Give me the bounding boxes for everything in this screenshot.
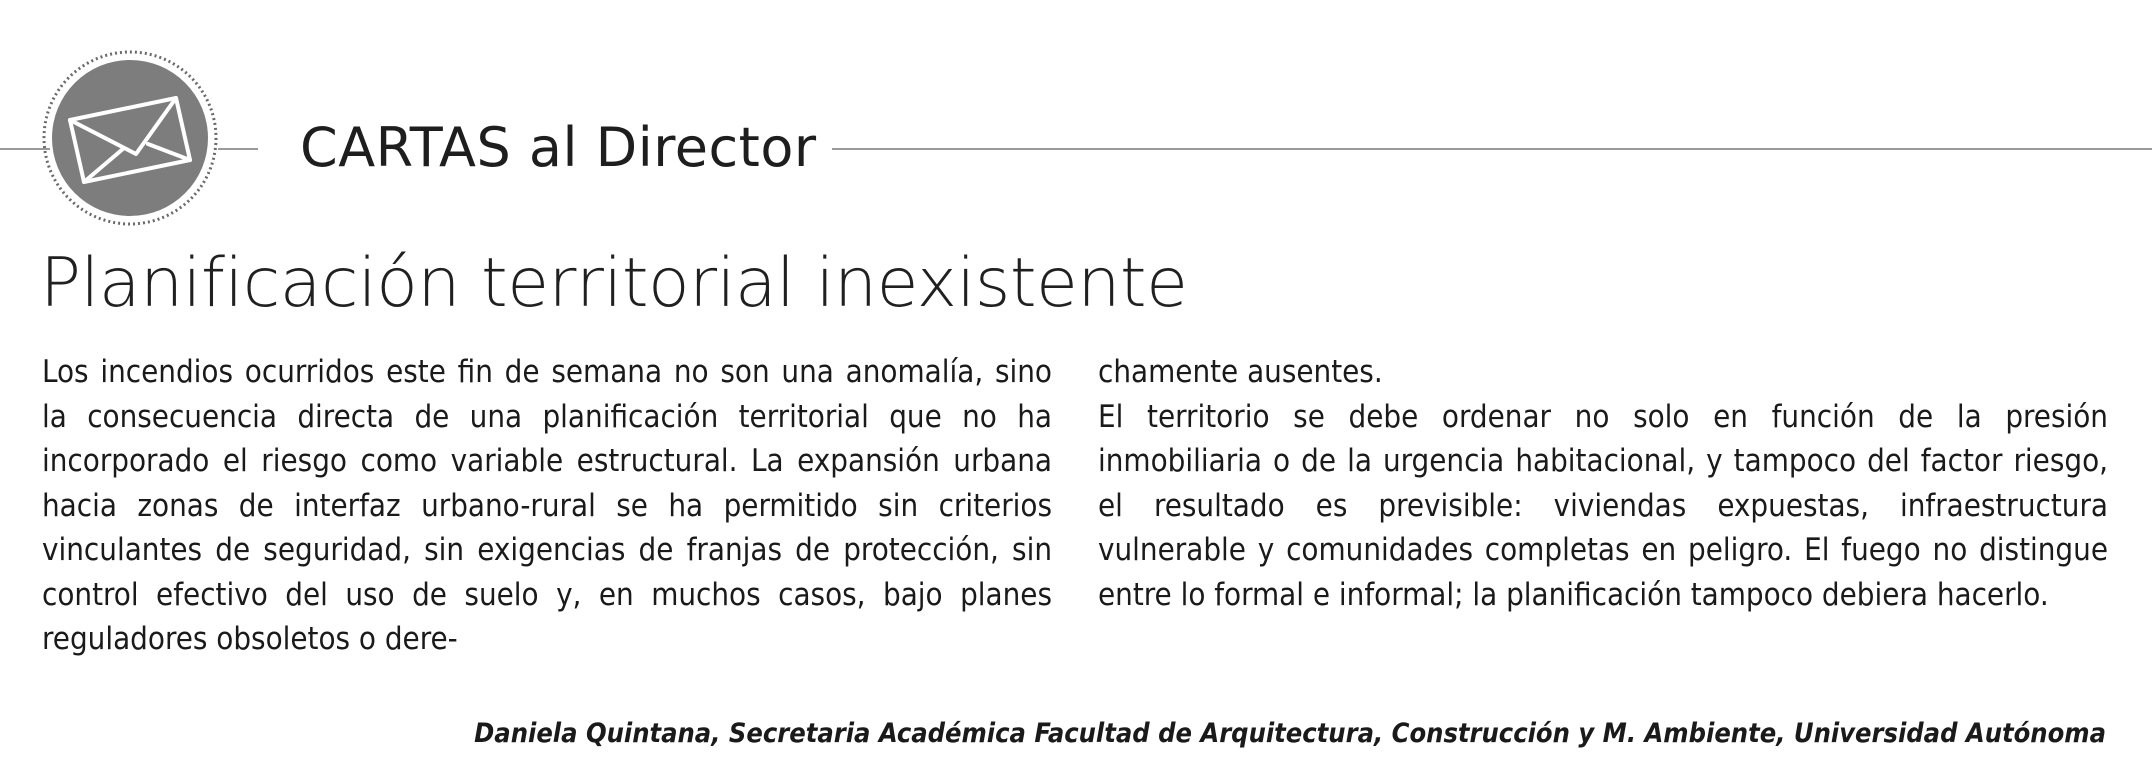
article-column-left: [42, 350, 1052, 662]
article-headline: Planificación territorial inexistente: [40, 244, 1188, 323]
header-rule-right: [832, 148, 2152, 150]
article-paragraph: Los incendios ocurridos este fin de semana no son una anomalía, sino la consecuencia directa de una planificación territorial que no ha incorporado el riesgo como variable estructural. La expansión urbana hacia zonas de interfaz urbano-rural se ha permitido sin criterios vinculantes de seguridad, sin exigencias de franjas de protección, sin control efectivo del uso de suelo y, en muchos casos, bajo planes reguladores obsoletos o dere-: [42, 354, 1052, 657]
header-rule-middle: [218, 148, 258, 150]
article-paragraph-continuation: chamente ausentes.: [1098, 354, 1383, 390]
article-column-right: [1098, 350, 2108, 617]
envelope-icon: [40, 48, 220, 228]
letter-signature: Daniela Quintana, Secretaria Académica Facultad de Arquitectura, Construcción y M. Ambiente, Universidad Autónoma: [474, 718, 2106, 749]
article-paragraph: El territorio se debe ordenar no solo en función de la presión inmobiliaria o de la urgencia habitacional, y tampoco del factor riesgo, el resultado es previsible: viviendas expuestas, infraestructura vulnerable y comunidades completas en peligro. El fuego no distingue entre lo formal e informal; la planificación tampoco debiera hacerlo.: [1098, 398, 2108, 613]
section-title: CARTAS al Director: [300, 116, 817, 179]
